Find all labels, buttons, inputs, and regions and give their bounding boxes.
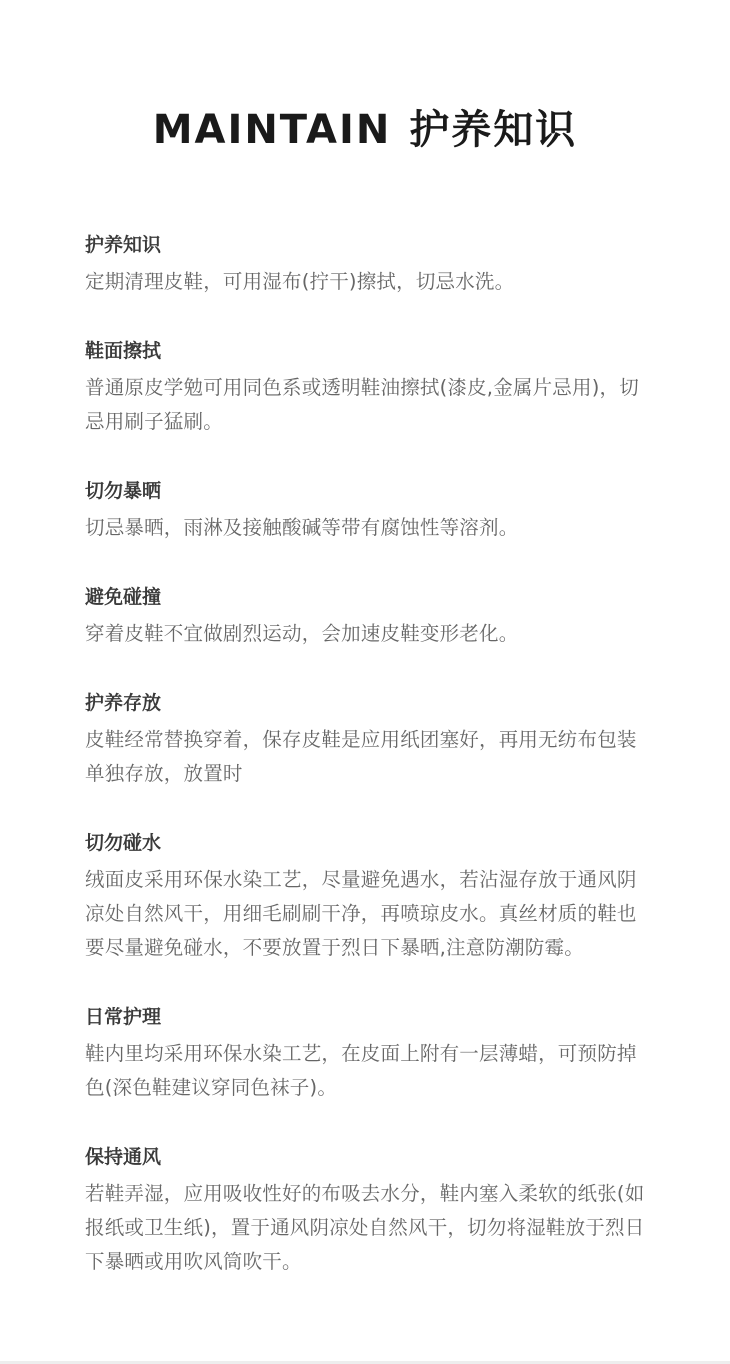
care-sections: [85, 231, 655, 1317]
section-upper-wiping: [85, 337, 655, 439]
section-heading: 护养知识: [85, 234, 162, 256]
section-care-knowledge: [85, 231, 655, 299]
section-heading: 保持通风: [85, 1146, 162, 1168]
page-title-en: MAINTAIN: [152, 107, 392, 153]
section-storage: [85, 689, 655, 791]
section-body: 穿着皮鞋不宜做剧烈运动，会加速皮鞋变形老化。: [85, 622, 519, 645]
section-body: 普通原皮学勉可用同色系或透明鞋油擦拭(漆皮,金属片忌用)，切忌用刷子猛刷。: [85, 376, 639, 433]
section-heading: 避免碰撞: [85, 586, 162, 608]
section-body: 绒面皮采用环保水染工艺，尽量避免遇水，若沾湿存放于通风阴凉处自然风干，用细毛刷刷干净，再喷琼皮水。真丝材质的鞋也要尽量避免碰水，不要放置于烈日下暴晒,注意防潮防霉。: [85, 868, 637, 959]
section-heading: 日常护理: [85, 1006, 162, 1028]
page-title: [0, 104, 730, 156]
section-avoid-collision: [85, 583, 655, 651]
section-body: 定期清理皮鞋，可用湿布(拧干)擦拭，切忌水洗。: [85, 270, 515, 293]
section-heading: 切勿碰水: [85, 832, 162, 854]
section-body: 鞋内里均采用环保水染工艺，在皮面上附有一层薄蜡，可预防掉色(深色鞋建议穿同色袜子)。: [85, 1042, 637, 1099]
section-heading: 切勿暴晒: [85, 480, 162, 502]
section-body: 若鞋弄湿，应用吸收性好的布吸去水分，鞋内塞入柔软的纸张(如报纸或卫生纸)，置于通风阴凉处自然风干，切勿将湿鞋放于烈日下暴晒或用吹风筒吹干。: [85, 1182, 645, 1273]
section-body: 皮鞋经常替换穿着，保存皮鞋是应用纸团塞好，再用无纺布包装单独存放，放置时: [85, 728, 637, 785]
section-avoid-water: [85, 829, 655, 965]
section-heading: 护养存放: [85, 692, 162, 714]
section-body: 切忌暴晒，雨淋及接触酸碱等带有腐蚀性等溶剂。: [85, 516, 519, 539]
section-avoid-sun: [85, 477, 655, 545]
section-heading: 鞋面擦拭: [85, 340, 162, 362]
section-daily-care: [85, 1003, 655, 1105]
page-title-zh: 护养知识: [409, 107, 578, 153]
section-ventilation: [85, 1143, 655, 1279]
